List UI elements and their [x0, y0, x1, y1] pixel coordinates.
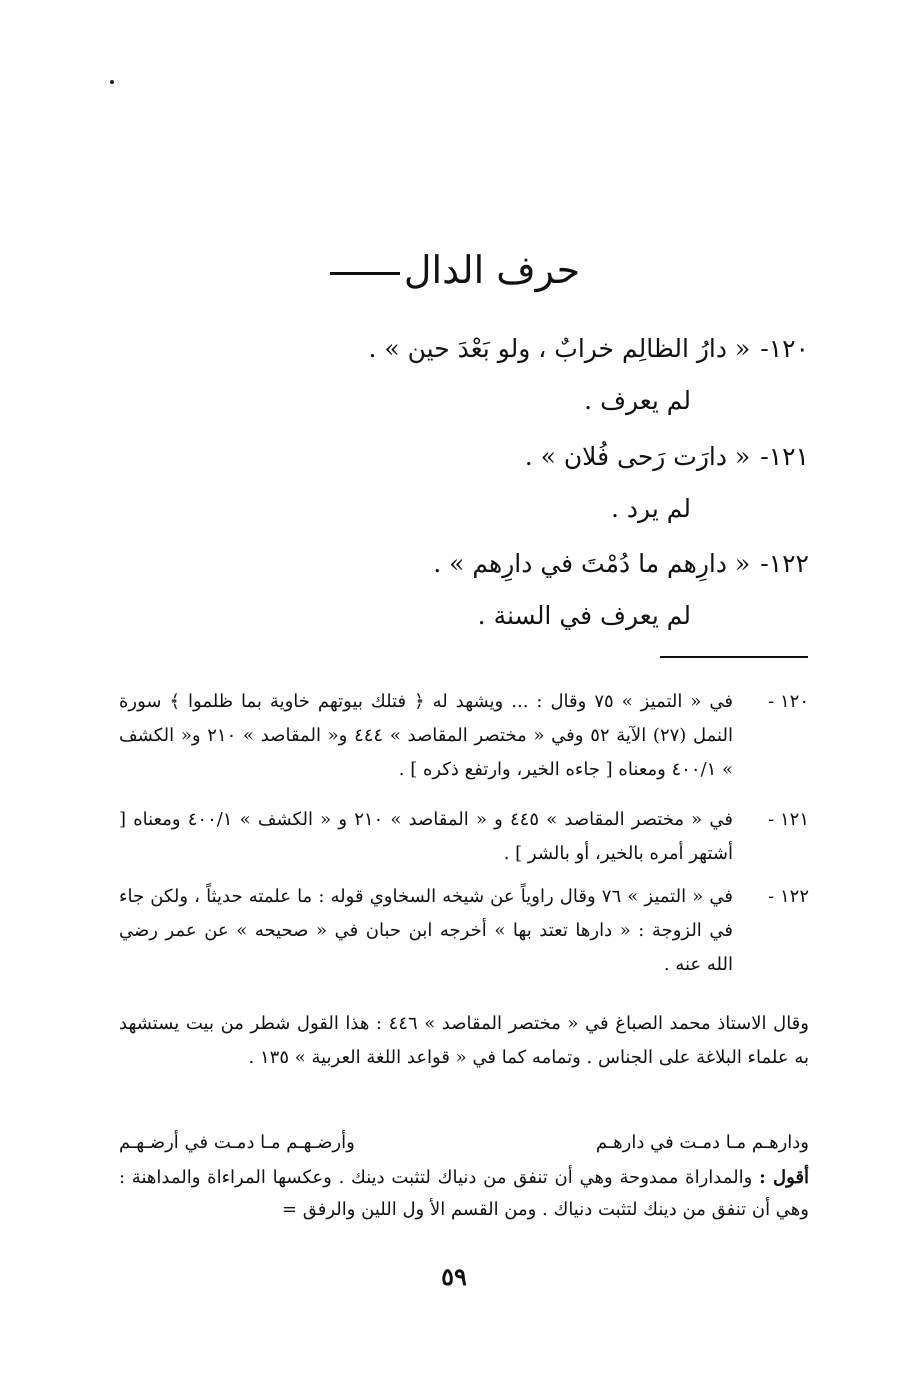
entry-line	[433, 545, 809, 583]
footnote-paragraph: وقال الاستاذ محمد الصباغ في « مختصر المقاصد » ٤٤٦ : هذا القول شطر من بيت يستشهد به علماء البلاغة على الجناس . وتمامه كما في « قواعد اللغة العربية » ١٣٥ .	[119, 1013, 809, 1068]
entry-line	[525, 438, 809, 476]
entry-number: ١٢٢-	[760, 549, 809, 578]
entry-line	[369, 330, 809, 368]
footnote-text: في « التميز » ٧٥ وقال : ... ويشهد له ﴿ فتلك بيوتهم خاوية بما ظلموا ﴾ سورة النمل (٢٧) الآية ٥٢ وفي « مختصر المقاصد » ٤٤٤ و« المقاصد » ٢١٠ و« الكشف » ٤٠٠/١ ومعناه [ جاءه الخير، وارتفع ذكره ] .	[119, 691, 733, 780]
entry-text: « دارُ الظالِم خرابٌ ، ولو بَعْدَ حين » .	[368, 334, 751, 363]
footnote-text: في « مختصر المقاصد » ٤٤٥ و « المقاصد » ٢١٠ و « الكشف » ٤٠٠/١ ومعناه [ أشتهر أمره بالخير، أو بالشر ] .	[119, 809, 733, 864]
footnote	[119, 685, 809, 787]
footnote	[119, 880, 809, 982]
entry-text: « دارِهم ما دُمْتَ في دارِهم » .	[433, 549, 751, 578]
poetry-verse	[119, 1126, 809, 1160]
footnote-text: في « التميز » ٧٦ وقال راوياً عن شيخه السخاوي قوله : ما علمته حديثاً ، ولكن جاء في الزوجة : « دارها تعتد بها » أخرجه ابن حبان في « صحيحه » عن عمر رضي الله عنه .	[119, 886, 733, 975]
entry-comment: لم يرد .	[611, 494, 691, 523]
footnote-number: ١٢٢ -	[768, 886, 809, 907]
author-remark	[119, 1162, 809, 1226]
verse-second-hemistich: وأرضـهـم مـا دمـت في أرضـهـم	[119, 1132, 355, 1153]
footnote-separator	[660, 656, 808, 658]
entry-number: ١٢٠-	[760, 334, 809, 363]
remark-text: والمداراة ممدوحة وهي أن تنفق من دنياك لتثبت دينك . وعكسها المراءاة والمداهنة : وهي أن تنفق من دينك لتثبت دنياك . ومن القسم الأ ول اللين والرفق =	[119, 1167, 809, 1220]
entry-comment: لم يعرف في السنة .	[477, 601, 691, 630]
section-title	[250, 246, 660, 294]
ink-speck	[110, 80, 114, 84]
footnote-number: ١٢٠ -	[768, 691, 809, 712]
entry-text: « دارَت رَحى فُلان » .	[524, 442, 751, 471]
title-flourish	[330, 272, 400, 275]
footnote	[119, 803, 809, 871]
entry-comment: لم يعرف .	[584, 386, 691, 415]
verse-first-hemistich: ودارهـم مـا دمـت في دارهـم	[595, 1132, 809, 1153]
page-number: ٥٩	[441, 1262, 467, 1291]
remark-label: أقول :	[759, 1167, 809, 1188]
entry-number: ١٢١-	[760, 442, 809, 471]
section-title-text: حرف الدال	[403, 248, 581, 292]
footnote-number: ١٢١ -	[768, 809, 809, 830]
